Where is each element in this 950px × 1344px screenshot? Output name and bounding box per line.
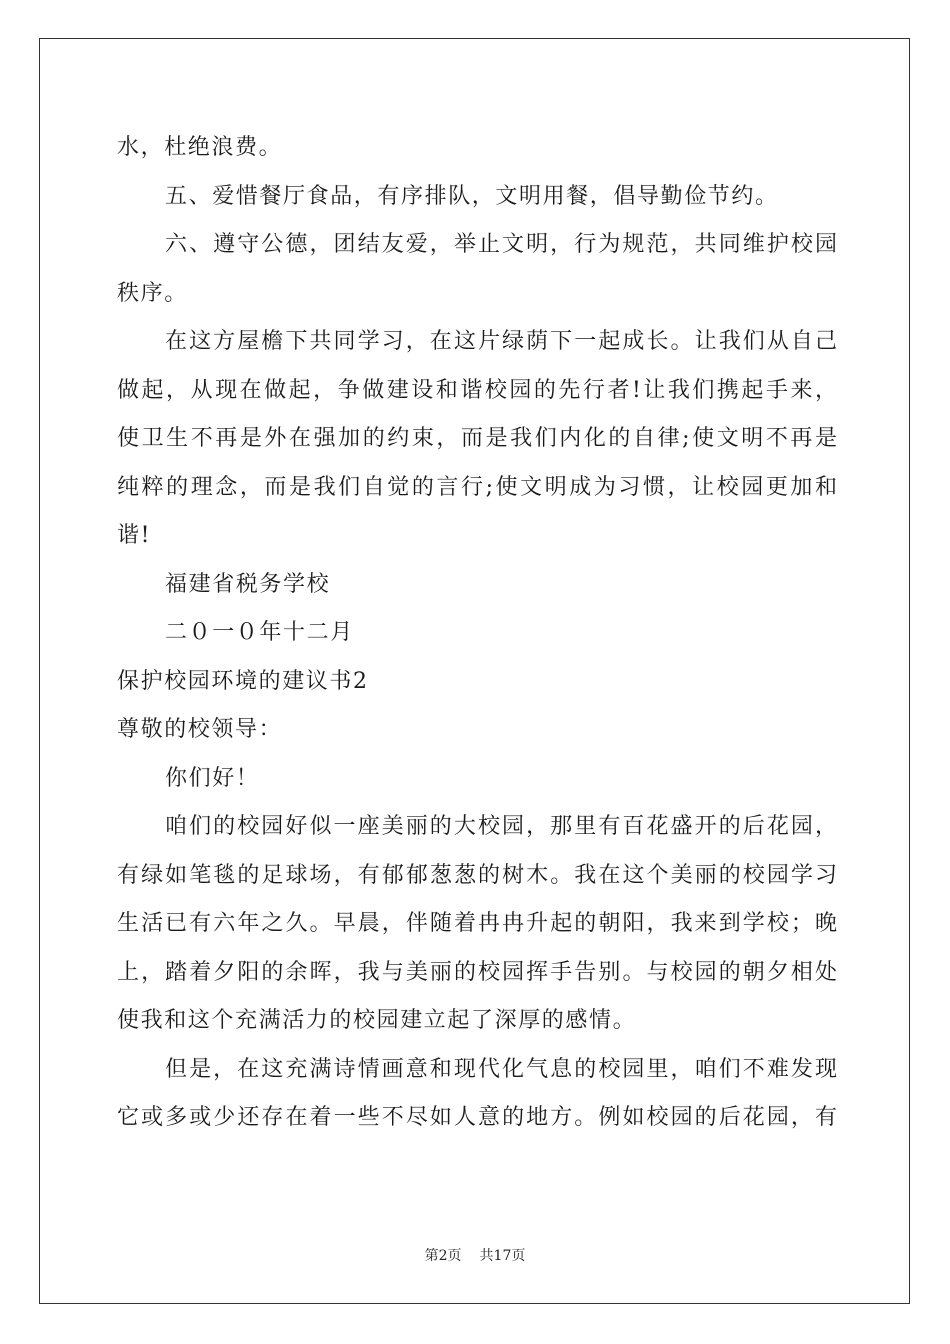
- text-line: 纯粹的理念，而是我们自觉的言行;使文明成为习惯，让校园更加和: [117, 474, 837, 500]
- text-line: 秩序。: [117, 280, 188, 306]
- text-line: 做起，从现在做起，争做建设和谐校园的先行者!让我们携起手来，: [117, 377, 837, 403]
- section-title: 保护校园环境的建议书2: [117, 668, 369, 694]
- page-number: 第2页: [424, 1248, 462, 1264]
- text-line: 上，踏着夕阳的余晖，我与美丽的校园挥手告别。与校园的朝夕相处: [117, 959, 837, 985]
- text-line: 五、爱惜餐厅食品，有序排队，文明用餐，倡导勤俭节约。: [165, 183, 779, 209]
- signature-organization: 福建省税务学校: [165, 571, 331, 597]
- signature-date: 二０一０年十二月: [165, 620, 354, 645]
- page-total: 共17页: [479, 1248, 526, 1264]
- text-line: 六、遵守公德，团结友爱，举止文明，行为规范，共同维护校园: [165, 232, 837, 257]
- text-line: 有绿如笔毯的足球场，有郁郁葱葱的树木。我在这个美丽的校园学习: [117, 862, 837, 888]
- text-line: 咱们的校园好似一座美丽的大校园，那里有百花盛开的后花园，: [165, 814, 837, 839]
- text-line: 但是，在这充满诗情画意和现代化气息的校园里，咱们不难发现: [165, 1056, 837, 1082]
- text-line: 使我和这个充满活力的校园建立起了深厚的感情。: [117, 1008, 637, 1033]
- text-line: 水，杜绝浪费。: [117, 135, 283, 160]
- salutation: 尊敬的校领导：: [117, 717, 283, 742]
- text-line: 使卫生不再是外在强加的约束，而是我们内化的自律;使文明不再是: [117, 426, 837, 451]
- text-line: 它或多或少还存在着一些不尽如人意的地方。例如校园的后花园，有: [117, 1105, 837, 1130]
- greeting: 你们好！: [165, 765, 260, 791]
- page-footer: [0, 1245, 950, 1265]
- document-body: [117, 124, 837, 1143]
- text-line: 在这方屋檐下共同学习，在这片绿荫下一起成长。让我们从自己: [165, 329, 837, 354]
- text-line: 生活已有六年之久。早晨，伴随着冉冉升起的朝阳，我来到学校；晚: [117, 911, 837, 936]
- text-line: 谐!: [117, 523, 152, 548]
